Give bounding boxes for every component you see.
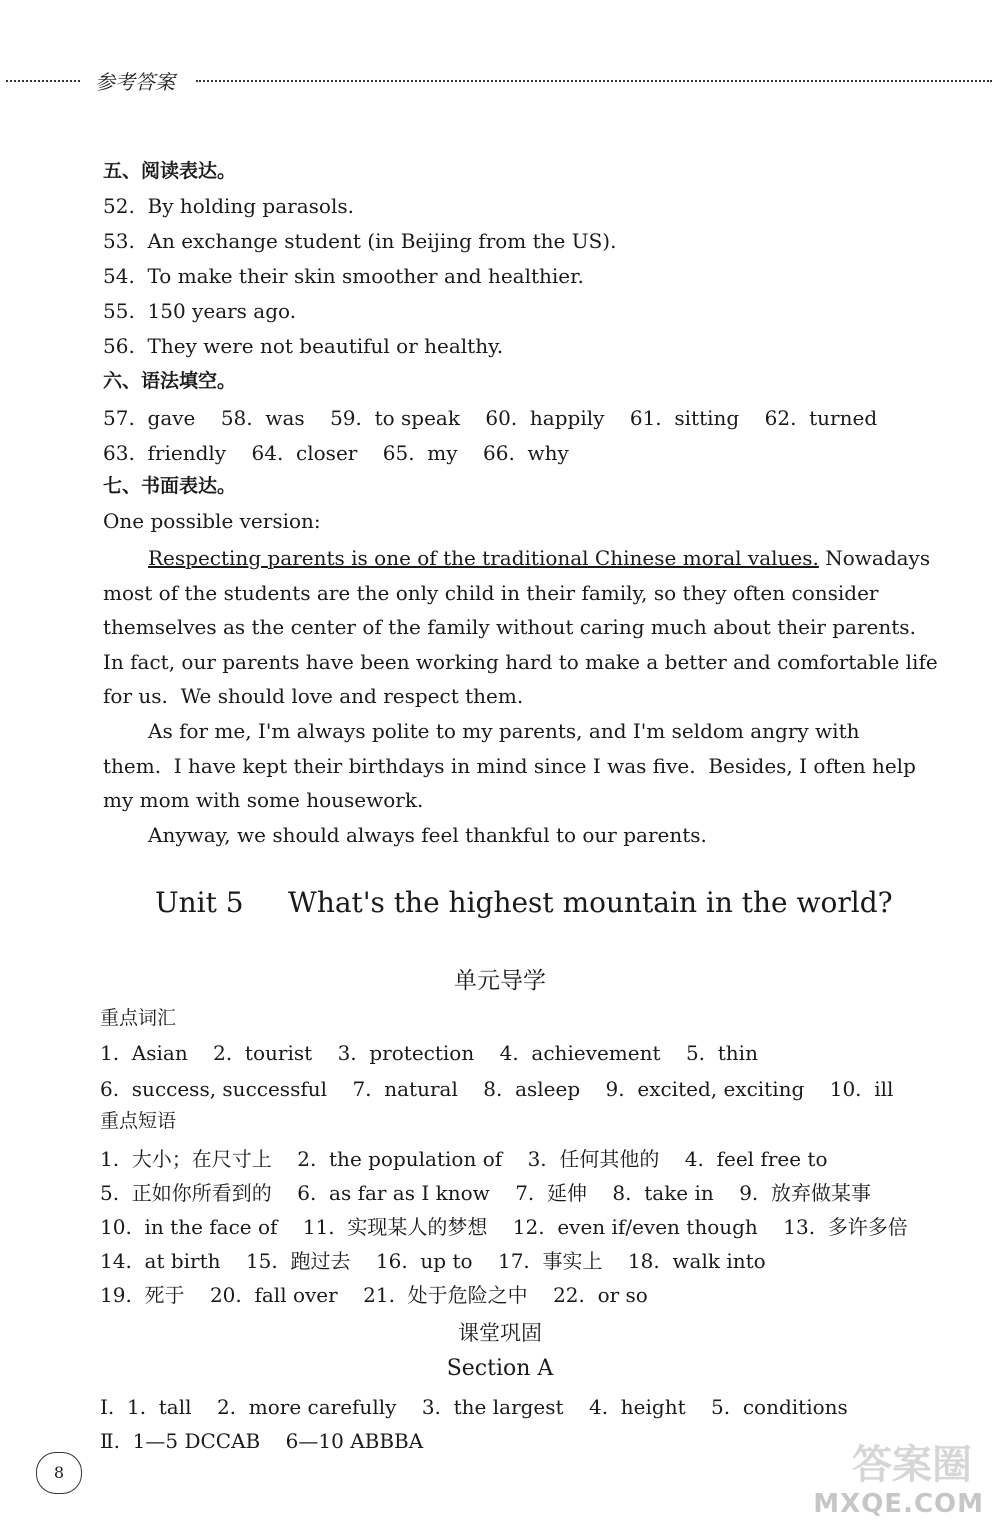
answer-56: 56. They were not beautiful or healthy. [103,334,504,358]
vocab-line-1: 1. Asian 2. tourist 3. protection 4. achievement 5. thin [100,1041,758,1065]
header-title: 参考答案 [95,70,175,94]
essay-line-5: for us. We should love and respect them. [103,684,524,708]
answer-55: 55. 150 years ago. [103,299,297,323]
essay-intro: One possible version: [103,509,321,533]
answer-52: 52. By holding parasols. [103,194,354,218]
header-dots-left [6,80,80,82]
essay-line-2: most of the students are the only child in their family, so they often consider [103,581,879,605]
phrase-line-5: 19. 死于 20. fall over 21. 处于危险之中 22. or so [100,1283,648,1307]
phrase-line-2: 5. 正如你所看到的 6. as far as I know 7. 延伸 8. take in 9. 放弃做某事 [100,1181,872,1205]
unit-title: Unit 5 What's the highest mountain in the world? [155,886,893,919]
vocab-line-2: 6. success, successful 7. natural 8. asleep 9. excited, exciting 10. ill [100,1077,894,1101]
essay-topic-sentence: Respecting parents is one of the traditional Chinese moral values. [148,546,819,570]
page-header [0,62,1000,102]
essay-line-6: As for me, I'm always polite to my parents, and I'm seldom angry with [148,719,860,743]
essay-line-1-rest: Nowadays [818,546,931,570]
section5-heading: 五、阅读表达。 [103,160,237,182]
practice-line-1: Ⅰ. 1. tall 2. more carefully 3. the largest 4. height 5. conditions [100,1395,848,1419]
answer-54: 54. To make their skin smoother and healthier. [103,264,584,288]
header-dots-right [196,80,992,82]
essay-line-3: themselves as the center of the family without caring much about their parents. [103,615,916,639]
section7-heading: 七、书面表达。 [103,475,237,497]
essay-line-8: my mom with some housework. [103,788,424,812]
grammar-line-1: 57. gave 58. was 59. to speak 60. happily 61. sitting 62. turned [103,406,878,430]
phrase-line-3: 10. in the face of 11. 实现某人的梦想 12. even if/even though 13. 多许多倍 [100,1215,908,1239]
answer-53: 53. An exchange student (in Beijing from the US). [103,229,617,253]
grammar-line-2: 63. friendly 64. closer 65. my 66. why [103,441,569,465]
page-number: 8 [36,1452,82,1494]
practice-line-2: Ⅱ. 1—5 DCCAB 6—10 ABBBA [100,1429,424,1453]
watermark-logo [813,1433,990,1523]
essay-line-9: Anyway, we should always feel thankful to our parents. [148,823,707,847]
section-a-title: Section A [446,1356,554,1381]
phrase-line-4: 14. at birth 15. 跑过去 16. up to 17. 事实上 18. walk into [100,1249,766,1273]
watermark-text: MXQE.COM [813,1489,984,1519]
watermark-mark: 答案圈 [852,1442,972,1488]
essay-line-4: In fact, our parents have been working hard to make a better and comfortable life [103,650,938,674]
vocab-label: 重点词汇 [100,1007,177,1029]
phrase-line-1: 1. 大小；在尺寸上 2. the population of 3. 任何其他的 4. feel free to [100,1147,828,1171]
essay-line-7: them. I have kept their birthdays in mind since I was five. Besides, I often help [103,754,916,778]
section6-heading: 六、语法填空。 [103,370,237,392]
guide-heading: 单元导学 [454,968,546,994]
phrase-label: 重点短语 [100,1110,177,1132]
essay-line-1 [148,545,930,571]
practice-heading: 课堂巩固 [458,1321,542,1345]
